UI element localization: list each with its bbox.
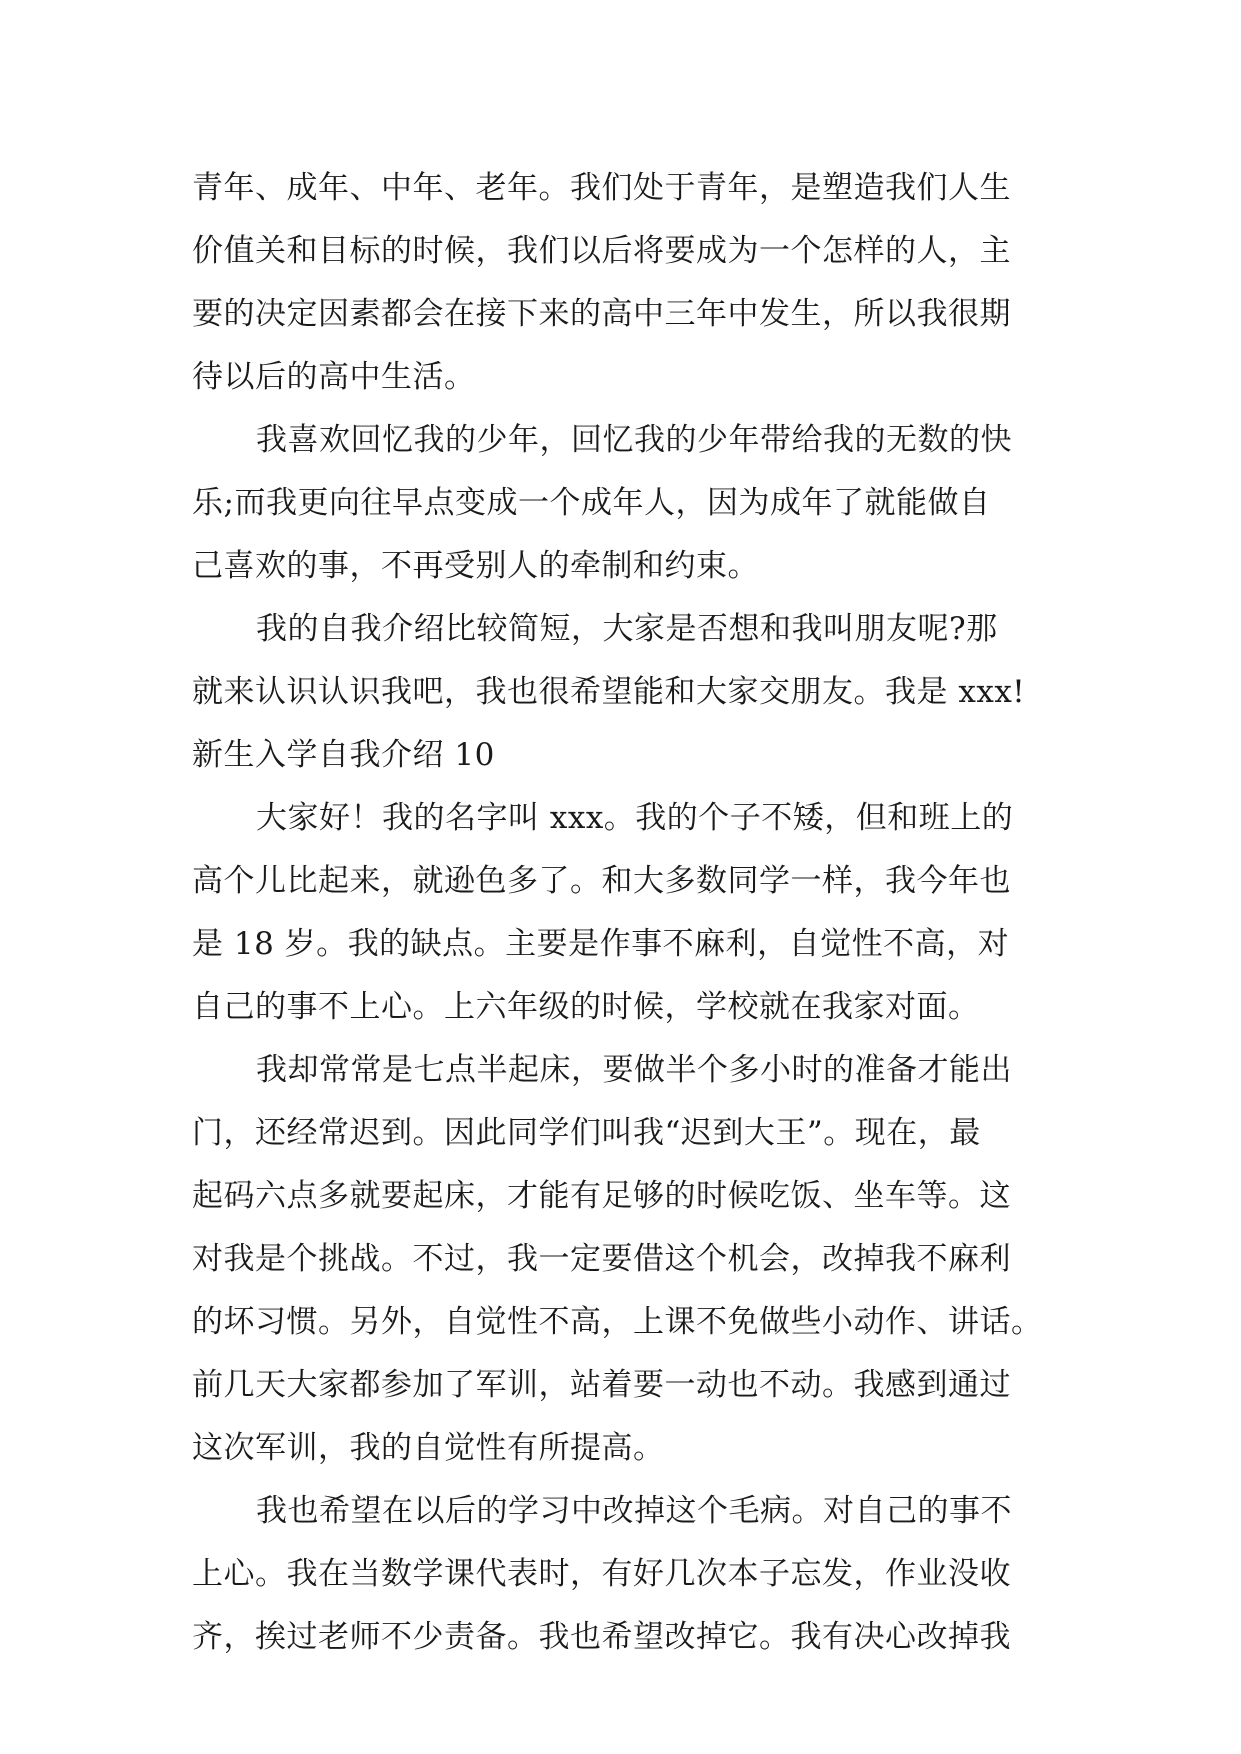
text-line: 起码六点多就要起床，才能有足够的时候吃饭、坐车等。这 (192, 1178, 1011, 1214)
text-line: 齐，挨过老师不少责备。我也希望改掉它。我有决心改掉我 (192, 1619, 1011, 1655)
text-line: 自己的事不上心。上六年级的时候，学校就在我家对面。 (192, 989, 980, 1025)
text-line: 的坏习惯。另外，自觉性不高，上课不免做些小动作、讲话。 (192, 1304, 1043, 1340)
text-line: 乐;而我更向往早点变成一个成年人，因为成年了就能做自 (192, 485, 991, 521)
text-line: 这次军训，我的自觉性有所提高。 (192, 1430, 665, 1466)
section-heading: 新生入学自我介绍 10 (192, 737, 495, 773)
text-line: 要的决定因素都会在接下来的高中三年中发生，所以我很期 (192, 296, 1011, 332)
text-line: 青年、成年、中年、老年。我们处于青年，是塑造我们人生 (192, 170, 1011, 206)
text-line: 高个儿比起来，就逊色多了。和大多数同学一样，我今年也 (192, 863, 1011, 899)
paragraph-start-line: 大家好！我的名字叫 xxx。我的个子不矮，但和班上的 (256, 800, 1014, 836)
paragraph-start-line: 我的自我介绍比较简短，大家是否想和我叫朋友呢?那 (256, 611, 998, 647)
text-line: 前几天大家都参加了军训，站着要一动也不动。我感到通过 (192, 1367, 1011, 1403)
text-line: 己喜欢的事，不再受别人的牵制和约束。 (192, 548, 759, 584)
text-line: 上心。我在当数学课代表时，有好几次本子忘发，作业没收 (192, 1556, 1011, 1592)
paragraph-start-line: 我也希望在以后的学习中改掉这个毛病。对自己的事不 (256, 1493, 1012, 1529)
paragraph-start-line: 我喜欢回忆我的少年，回忆我的少年带给我的无数的快 (256, 422, 1012, 458)
text-line: 对我是个挑战。不过，我一定要借这个机会，改掉我不麻利 (192, 1241, 1011, 1277)
text-line: 待以后的高中生活。 (192, 359, 476, 395)
text-line: 是 18 岁。我的缺点。主要是作事不麻利，自觉性不高，对 (192, 926, 1010, 962)
text-line: 门，还经常迟到。因此同学们叫我“迟到大王”。现在，最 (192, 1115, 981, 1151)
text-line: 价值关和目标的时候，我们以后将要成为一个怎样的人，主 (192, 233, 1011, 269)
paragraph-start-line: 我却常常是七点半起床，要做半个多小时的准备才能出 (256, 1052, 1012, 1088)
body-text (192, 157, 1062, 1669)
text-line: 就来认识认识我吧，我也很希望能和大家交朋友。我是 xxx! (192, 674, 1026, 710)
